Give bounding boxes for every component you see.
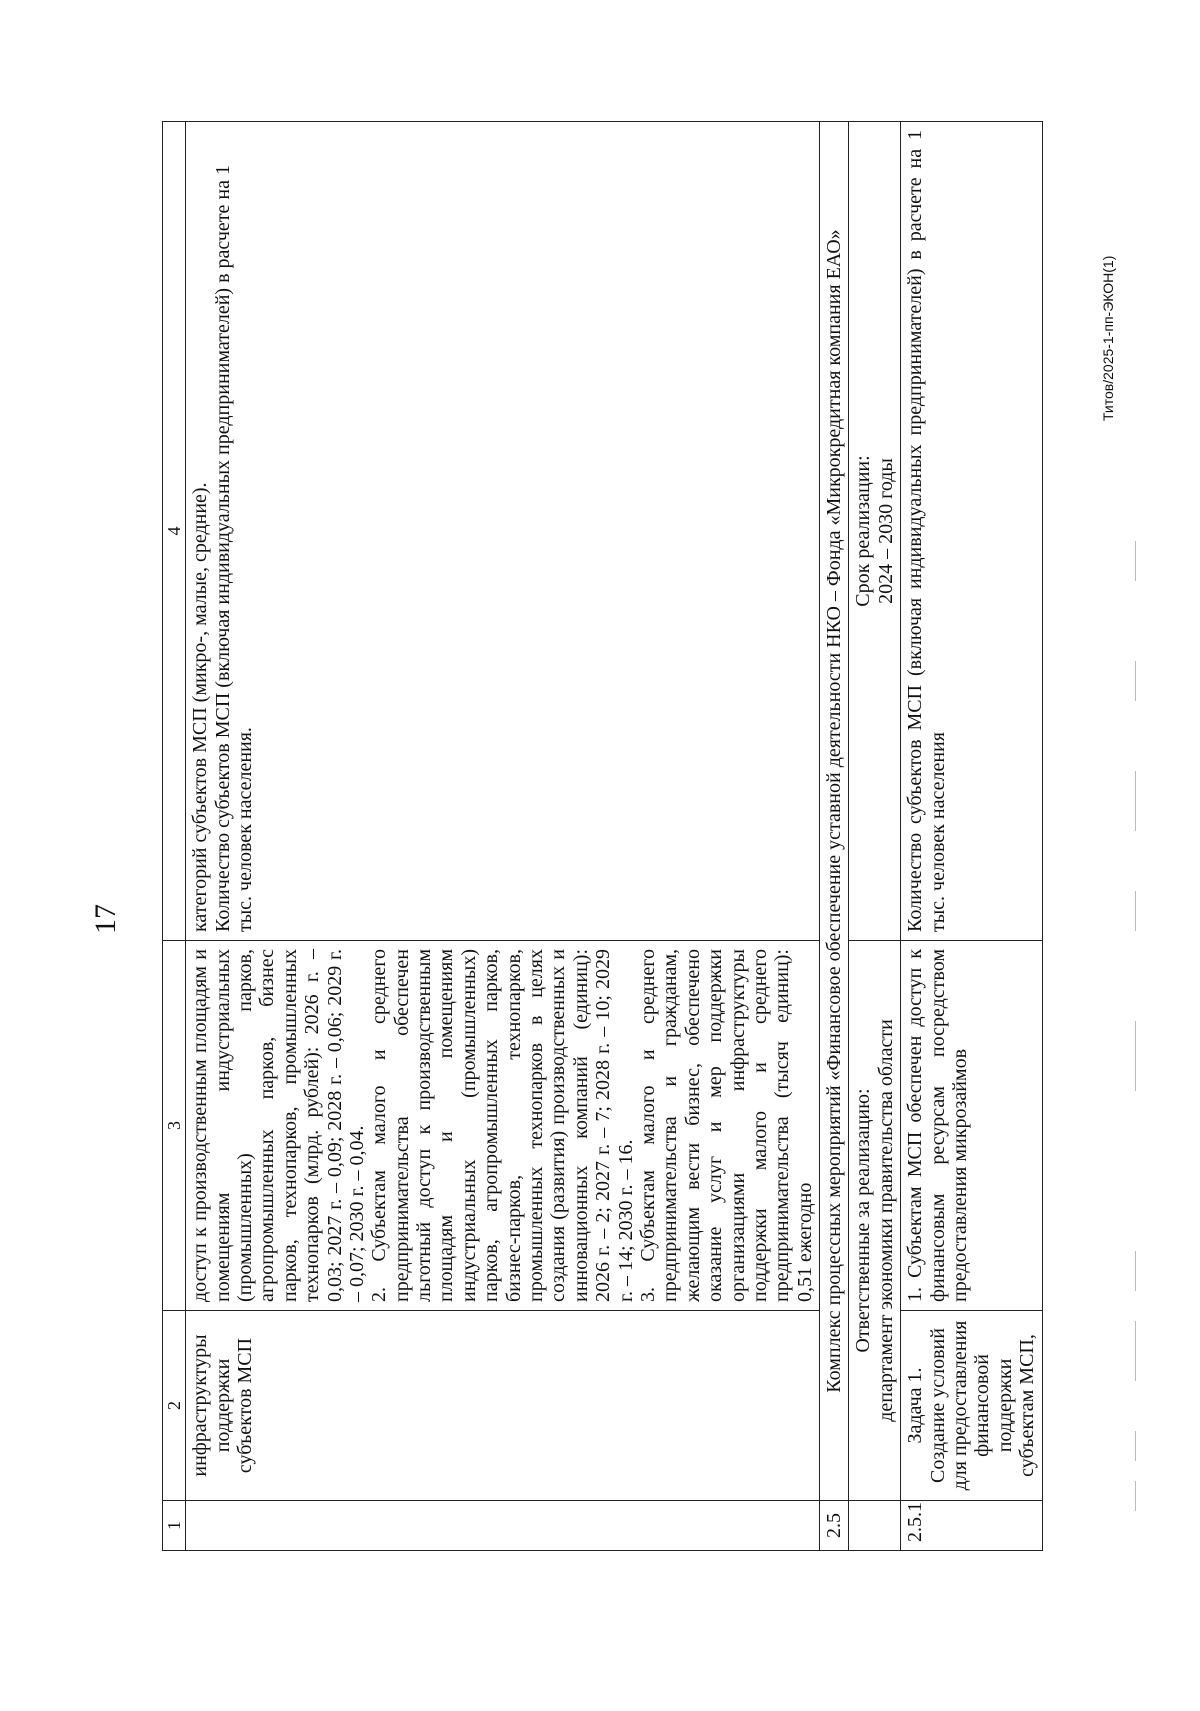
header-cell-4: 4 [163, 122, 186, 941]
table-row-2-5 [820, 122, 849, 1551]
scan-artifact-line [1135, 1431, 1136, 1461]
table-header-row [163, 122, 186, 1551]
scan-artifact-line [1135, 661, 1136, 701]
scan-artifact-line [1135, 1021, 1136, 1091]
header-cell-2: 2 [163, 1311, 186, 1501]
scan-artifact-line [1135, 891, 1136, 931]
task-cell: Задача 1. Создание условий для предоставления финансовой поддержки субъектам МСП, [901, 1311, 1042, 1501]
program-table [162, 121, 1043, 1551]
table-row-continuation [186, 122, 820, 1551]
responsible-value: департамент экономики правительства области [874, 1019, 897, 1422]
document-code: Титов/2025-1-пп-ЭКОН(1) [1100, 255, 1116, 421]
indicator-cell: Количество субъектов МСП (включая индивидуальных предпринимателей) в расчете на 1 тыс. человек населения [901, 122, 1042, 941]
term-cell [849, 122, 901, 941]
row-number-cell: 2.5.1 [901, 1501, 1042, 1551]
result-cell: 1. Субъектам МСП обеспечен доступ к финансовым ресурсам посредством предоставления микрозаймов [901, 941, 1042, 1311]
term-label: Срок реализации: [852, 455, 875, 607]
header-cell-3: 3 [163, 941, 186, 1311]
page-number: 17 [89, 904, 122, 934]
table-row-2-5-1 [901, 122, 1042, 1551]
rotated-page [0, 111, 1200, 1711]
scan-artifact-line [1135, 1321, 1136, 1381]
table-row-responsible [849, 122, 901, 1551]
scan-artifact-line [1135, 771, 1136, 831]
complex-title-cell: Комплекс процессных мероприятий «Финансовое обеспечение уставной деятельности НКО – Фонда «Микрокредитная компания ЕАО» [820, 122, 849, 1501]
task-cell: инфраструктуры поддержки субъектов МСП [186, 1311, 820, 1501]
empty-cell [849, 1501, 901, 1551]
term-value: 2024 – 2030 годы [874, 458, 897, 604]
scan-artifact-line [1135, 541, 1136, 581]
row-number-cell: 2.5 [820, 1501, 849, 1551]
indicator-cell: категорий субъектов МСП (микро-, малые, средние). Количество субъектов МСП (включая индивидуальных предпринимателей) в расчете на 1 тыс. человек населения. [186, 122, 820, 941]
responsible-label: Ответственные за реализацию: [852, 1088, 875, 1353]
row-number-cell [186, 1501, 820, 1551]
responsible-cell [849, 941, 901, 1501]
scan-artifact-line [1135, 1481, 1136, 1511]
scan-artifact-line [1135, 1251, 1136, 1291]
header-cell-1: 1 [163, 1501, 186, 1551]
result-cell: доступ к производственным площадям и помещениям индустриальных (промышленных) парков, агропромышленных парков, бизнес парков, технопарков, промышленных технопарков (млрд. рублей): 2026 г. – 0,03; 2027 г. – 0,09; 2028 г. – 0,06; 2029 г. – 0,07; 2030 г. – 0,04. 2. Субъектам малого и среднего предпринимательства обеспечен льготный доступ к производственным площадям и помещениям индустриальных (промышленных) парков, агропромышленных парков, бизнес-парков, технопарков, промышленных технопарков в целях создания (развития) производственных и инновационных компаний (единиц): 2026 г. – 2; 2027 г. – 7; 2028 г. – 10; 2029 г. – 14; 2030 г. – 16. 3. Субъектам малого и среднего предпринимательства и гражданам, желающим вести бизнес, обеспечено оказание услуг и мер поддержки организациями инфраструктуры поддержки малого и среднего предпринимательства (тысяч единиц): 0,51 ежегодно [186, 941, 820, 1311]
